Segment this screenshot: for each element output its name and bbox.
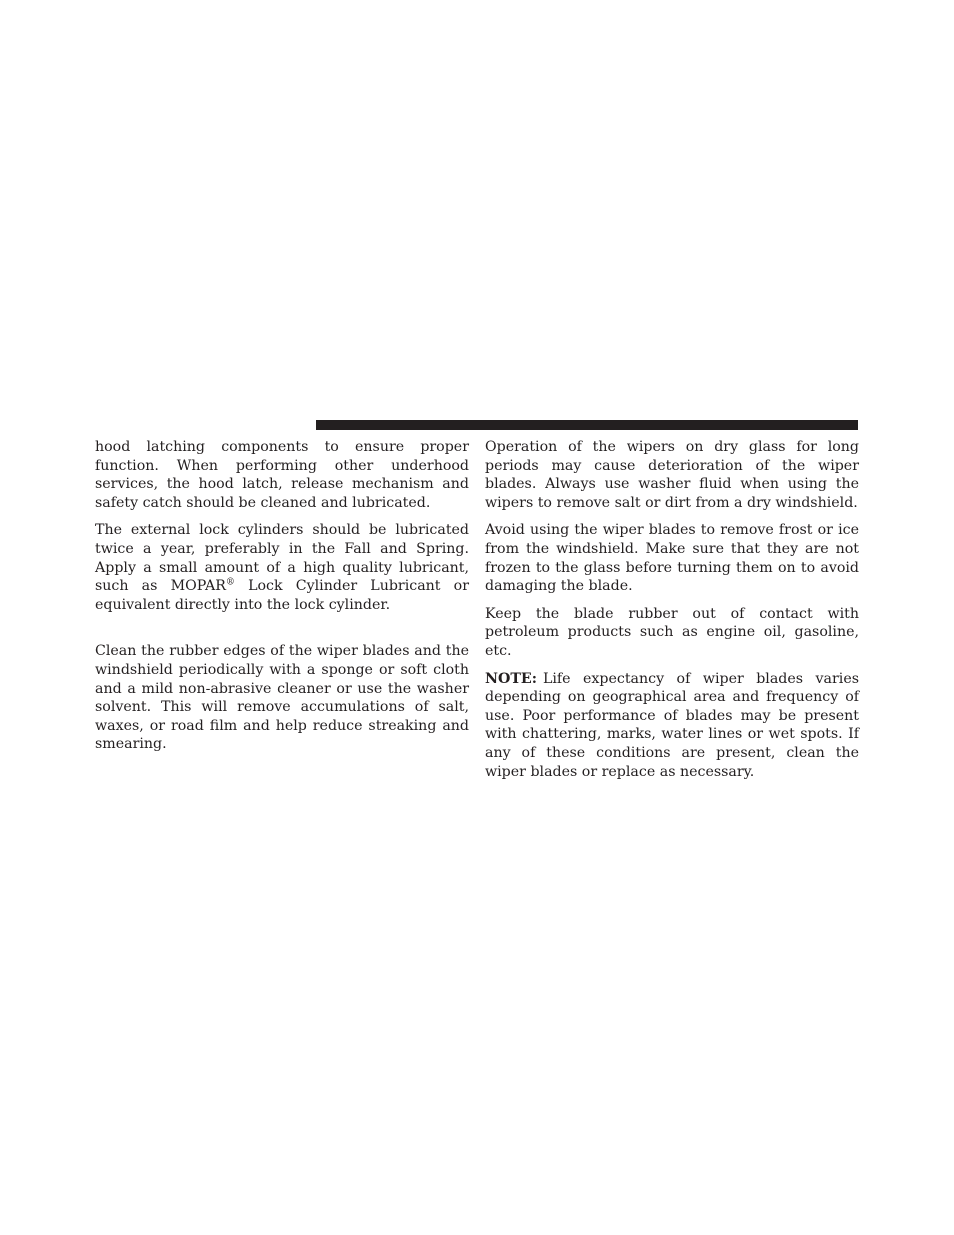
lock-cylinder-text-after: Lock Cylinder Lubricant or equivalent directly into the lock cylinder.	[95, 578, 469, 613]
lock-cylinder-text-before: The external lock cylinders should be lubricated twice a year, preferably in the Fall and Spring. Apply a small amount of a high quality lubricant, such as MOPAR	[95, 522, 469, 595]
right-column	[485, 438, 859, 790]
dry-glass-paragraph: Operation of the wipers on dry glass for long periods may cause deterioration of the wiper blades. Always use washer fluid when using the wipers to remove salt or dirt from a dry windshield.	[485, 439, 859, 511]
petroleum-paragraph: Keep the blade rubber out of contact with petroleum products such as engine oil, gasoline, etc.	[485, 605, 859, 659]
frost-ice-paragraph: Avoid using the wiper blades to remove frost or ice from the windshield. Make sure that they are not frozen to the glass before turning them on to avoid damaging the blade.	[485, 522, 859, 595]
hood-latch-paragraph: hood latching components to ensure proper function. When performing other underhood services, the hood latch, release mechanism and safety catch should be cleaned and lubricated.	[95, 439, 469, 511]
note-label: NOTE:	[485, 670, 537, 687]
note-paragraph	[485, 670, 859, 782]
note-text: Life expectancy of wiper blades varies depending on geographical area and frequency of use. Poor performance of blades may be present with chattering, marks, water lines or wet spots. If any of these conditions are present, clean the wiper blades or replace as necessary.	[485, 670, 859, 780]
header-rule	[316, 420, 858, 430]
lock-cylinder-paragraph	[95, 521, 469, 614]
wiper-cleaning-paragraph: Clean the rubber edges of the wiper blades and the windshield periodically with a sponge or soft cloth and a mild non-abrasive cleaner or use the washer solvent. This will remove accumulations of salt, waxes, or road film and help reduce streaking and smearing.	[95, 643, 469, 753]
registered-mark: ®	[225, 577, 235, 588]
left-column	[95, 438, 469, 763]
